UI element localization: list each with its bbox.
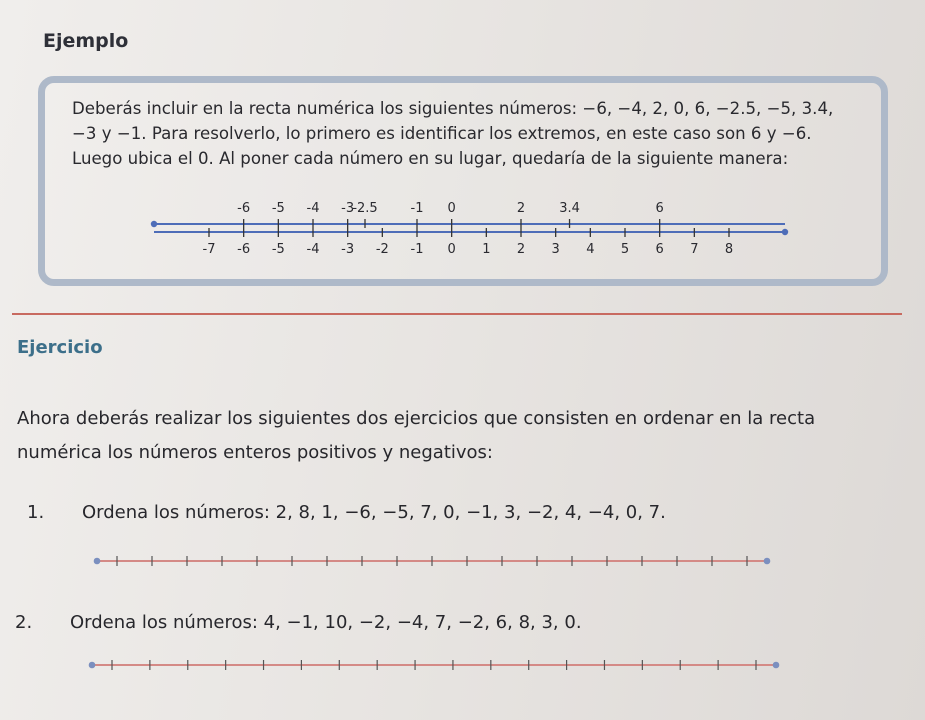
axis-tick-label: -7 — [202, 242, 216, 257]
exercise-2-number: 2. — [15, 612, 33, 633]
axis-tick-label: -1 — [410, 242, 424, 257]
example-axis-start-dot — [151, 221, 157, 227]
axis-tick-label: 0 — [447, 242, 456, 257]
axis-tick-label: -5 — [271, 242, 285, 257]
instruction-line-1: Ahora deberás realizar los siguientes dos ejercicios que consisten en ordenar en la recta — [17, 408, 816, 429]
placed-label: -1 — [410, 201, 424, 216]
placed-label: -2.5 — [352, 201, 378, 216]
exercise-heading: Ejercicio — [17, 337, 103, 358]
exercise-1-text: Ordena los números: 2, 8, 1, −6, −5, 7, 0, −1, 3, −2, 4, −4, 0, 7. — [82, 502, 666, 523]
exercise-2-start-dot — [89, 662, 96, 669]
axis-tick-label: -6 — [237, 242, 251, 257]
instruction-line-2: numérica los números enteros positivos y negativos: — [17, 442, 493, 463]
axis-tick-label: 2 — [516, 242, 526, 257]
exercise-2-text: Ordena los números: 4, −1, 10, −2, −4, 7, −2, 6, 8, 3, 0. — [70, 612, 582, 633]
example-line-1: Deberás incluir en la recta numérica los siguientes números: −6, −4, 2, 0, 6, −2.5, −5, 3.4, — [72, 99, 834, 118]
axis-tick-label: 7 — [690, 242, 699, 257]
axis-tick-label: -3 — [341, 242, 355, 257]
placed-label: 0 — [447, 201, 456, 216]
placed-label: -5 — [271, 201, 285, 216]
axis-tick-label: 4 — [586, 242, 595, 257]
axis-tick-label: -2 — [375, 242, 389, 257]
axis-tick-label: 8 — [724, 242, 734, 257]
exercise-1-start-dot — [94, 558, 101, 565]
example-heading: Ejemplo — [43, 30, 129, 52]
axis-tick-label: 5 — [620, 242, 630, 257]
placed-label: -4 — [306, 201, 320, 216]
example-axis-end-dot — [782, 229, 788, 235]
axis-tick-label: -4 — [306, 242, 320, 257]
placed-label: 3.4 — [559, 201, 580, 216]
example-line-3: Luego ubica el 0. Al poner cada número en su lugar, quedaría de la siguiente manera: — [72, 149, 789, 168]
exercise-2-end-dot — [773, 662, 780, 669]
axis-tick-label: 1 — [482, 242, 491, 257]
placed-label: -6 — [237, 201, 251, 216]
axis-tick-label: 3 — [551, 242, 560, 257]
example-line-2: −3 y −1. Para resolverlo, lo primero es identificar los extremos, en este caso son 6 y −6. — [72, 124, 812, 143]
axis-tick-label: 6 — [655, 242, 664, 257]
exercise-1-end-dot — [764, 558, 771, 565]
exercise-1-number: 1. — [27, 502, 45, 523]
placed-label: 6 — [655, 201, 664, 216]
placed-label: 2 — [516, 201, 526, 216]
placed-label: -3 — [341, 201, 355, 216]
